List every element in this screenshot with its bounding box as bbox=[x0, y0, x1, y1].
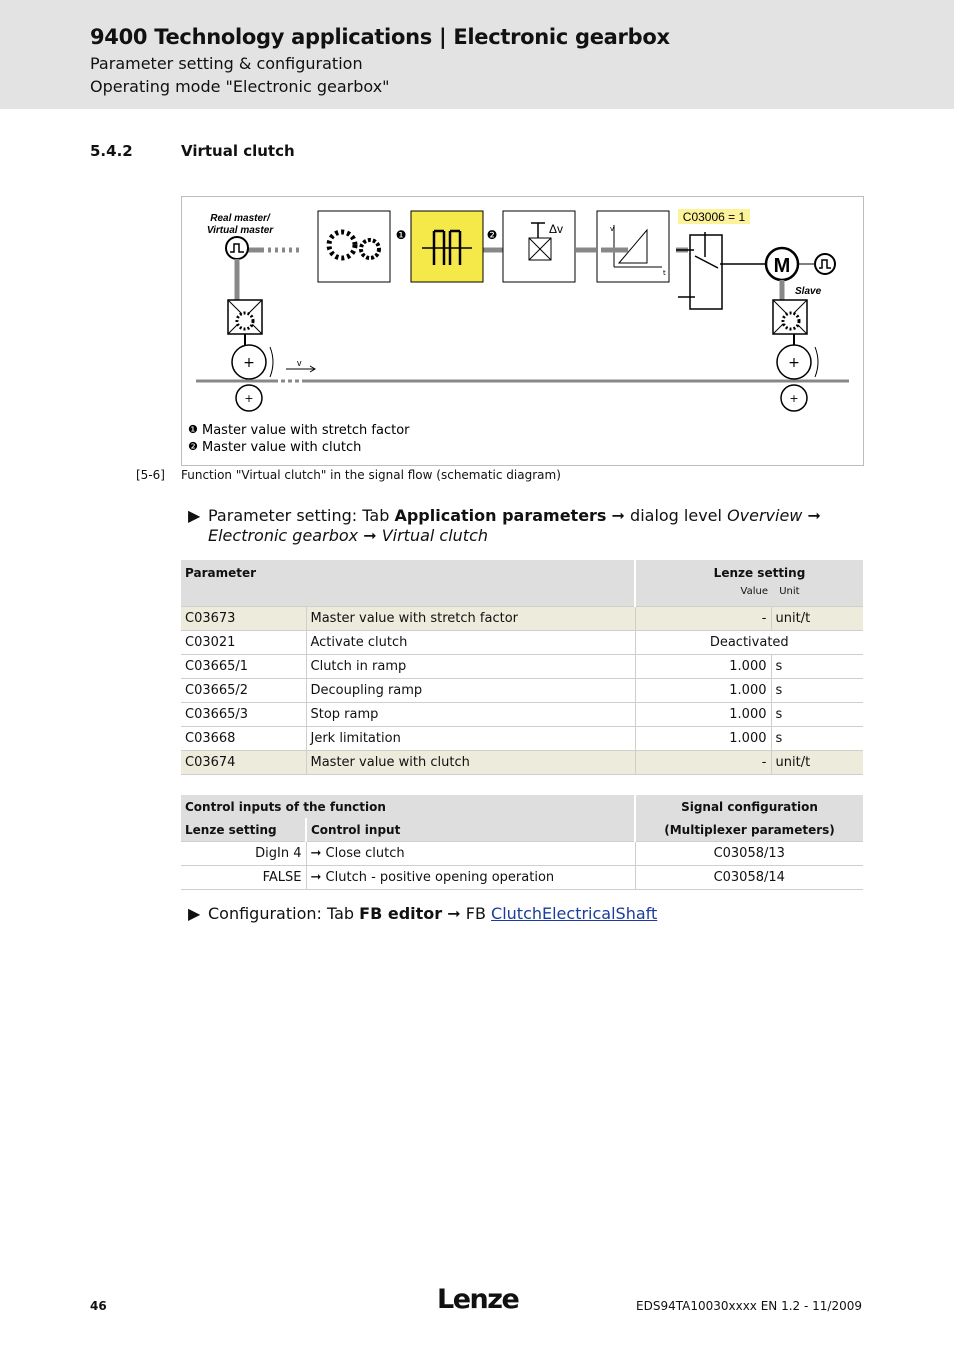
table-cell: Stop ramp bbox=[306, 702, 635, 726]
bullet-triangle-icon: ▶ bbox=[188, 506, 201, 525]
table-cell: ➞ Close clutch bbox=[306, 842, 635, 866]
table-row bbox=[181, 606, 863, 630]
table-cell: 1.000 bbox=[635, 702, 771, 726]
clutch-fb-link[interactable]: ClutchElectricalShaft bbox=[491, 904, 658, 923]
table-cell: DigIn 4 bbox=[181, 842, 306, 866]
table-cell: s bbox=[771, 654, 863, 678]
table-cell: C03021 bbox=[181, 630, 306, 654]
table-cell: Deactivated bbox=[635, 630, 863, 654]
table-cell: - bbox=[635, 750, 771, 774]
table-cell: Master value with clutch bbox=[306, 750, 635, 774]
parameter-tag-label: C03006 = 1 bbox=[682, 210, 746, 224]
table-row bbox=[181, 842, 863, 866]
ramp-t-label: t bbox=[663, 269, 666, 277]
legend-marker-2: ❷ bbox=[188, 440, 198, 453]
table-cell: 1.000 bbox=[635, 654, 771, 678]
table-cell: C03058/13 bbox=[635, 842, 863, 866]
table-cell: unit/t bbox=[771, 750, 863, 774]
table-cell: C03665/3 bbox=[181, 702, 306, 726]
table-row bbox=[181, 750, 863, 774]
parameter-table bbox=[181, 560, 863, 775]
page-header bbox=[0, 0, 954, 109]
legend-item-2: Master value with clutch bbox=[202, 440, 362, 455]
table-row bbox=[181, 866, 863, 890]
encoder-icon bbox=[226, 237, 248, 259]
page-subtitle: Parameter setting & configuration bbox=[90, 54, 363, 73]
table-cell: ➞ Clutch - positive opening operation bbox=[306, 866, 635, 890]
table-row bbox=[181, 726, 863, 750]
diagram-canvas bbox=[182, 197, 863, 465]
table-row bbox=[181, 630, 863, 654]
figure-caption: Function "Virtual clutch" in the signal flow (schematic diagram) bbox=[181, 468, 561, 482]
table-cell: 1.000 bbox=[635, 726, 771, 750]
table-cell: Decoupling ramp bbox=[306, 678, 635, 702]
gear-icon bbox=[237, 313, 253, 329]
header-control-input: Control input bbox=[306, 818, 635, 842]
table-cell: Activate clutch bbox=[306, 630, 635, 654]
table-cell: Clutch in ramp bbox=[306, 654, 635, 678]
table-cell: 1.000 bbox=[635, 678, 771, 702]
header-signal-config: Signal configuration bbox=[681, 799, 818, 814]
marker-1: ❶ bbox=[395, 228, 407, 242]
header-lenze-setting: Lenze setting bbox=[181, 818, 306, 842]
ramp-v-label: v bbox=[610, 225, 615, 233]
legend-marker-1: ❶ bbox=[188, 423, 198, 436]
master-label: Real master/ bbox=[210, 213, 270, 224]
signal-flow-diagram bbox=[181, 196, 864, 466]
gear-icon bbox=[783, 313, 799, 329]
svg-text:+: + bbox=[789, 392, 799, 405]
table-cell: s bbox=[771, 678, 863, 702]
header-lenze-setting: Lenze setting bbox=[713, 566, 806, 580]
svg-text:+: + bbox=[788, 355, 800, 371]
svg-text:+: + bbox=[244, 392, 254, 405]
table-row bbox=[181, 702, 863, 726]
table-cell: s bbox=[771, 726, 863, 750]
page-number: 46 bbox=[90, 1299, 107, 1313]
header-multiplexer: (Multiplexer parameters) bbox=[635, 818, 863, 842]
table-row bbox=[181, 654, 863, 678]
gear-icon bbox=[329, 232, 355, 258]
clutch-block[interactable] bbox=[411, 211, 483, 282]
marker-2: ❷ bbox=[486, 228, 498, 242]
slave-label: Slave bbox=[795, 286, 822, 297]
lenze-logo: Lenze bbox=[437, 1284, 519, 1315]
table-cell: - bbox=[635, 606, 771, 630]
section-number: 5.4.2 bbox=[90, 142, 133, 160]
page-subtitle-2: Operating mode "Electronic gearbox" bbox=[90, 77, 390, 96]
header-unit: Unit bbox=[779, 586, 800, 597]
switch-block bbox=[690, 235, 722, 309]
table-cell: unit/t bbox=[771, 606, 863, 630]
control-inputs-table bbox=[181, 795, 863, 890]
gear-icon bbox=[361, 240, 379, 258]
bullet-triangle-icon: ▶ bbox=[188, 904, 201, 923]
section-title: Virtual clutch bbox=[181, 142, 295, 160]
table-cell: C03058/14 bbox=[635, 866, 863, 890]
figure-number: [5-6] bbox=[136, 468, 165, 482]
table-cell: C03665/1 bbox=[181, 654, 306, 678]
table-row bbox=[181, 678, 863, 702]
legend-item-1: Master value with stretch factor bbox=[202, 423, 410, 438]
table-cell: C03674 bbox=[181, 750, 306, 774]
table-cell: C03668 bbox=[181, 726, 306, 750]
document-id: EDS94TA10030xxxx EN 1.2 - 11/2009 bbox=[636, 1299, 862, 1313]
header-parameter: Parameter bbox=[181, 560, 635, 606]
table-cell: C03673 bbox=[181, 606, 306, 630]
page-title: 9400 Technology applications | Electronic gearbox bbox=[90, 25, 670, 49]
encoder-icon bbox=[815, 254, 835, 274]
table-cell: Master value with stretch factor bbox=[306, 606, 635, 630]
delta-v-label: Δv bbox=[549, 222, 564, 236]
master-label-2: Virtual master bbox=[206, 225, 274, 236]
table-cell: FALSE bbox=[181, 866, 306, 890]
header-control-inputs: Control inputs of the function bbox=[181, 795, 635, 818]
v-label: v bbox=[297, 358, 302, 368]
table-cell: Jerk limitation bbox=[306, 726, 635, 750]
header-value: Value bbox=[740, 586, 768, 597]
table-cell: C03665/2 bbox=[181, 678, 306, 702]
table-cell: s bbox=[771, 702, 863, 726]
motor-label: M bbox=[773, 255, 791, 277]
svg-text:+: + bbox=[243, 355, 255, 371]
